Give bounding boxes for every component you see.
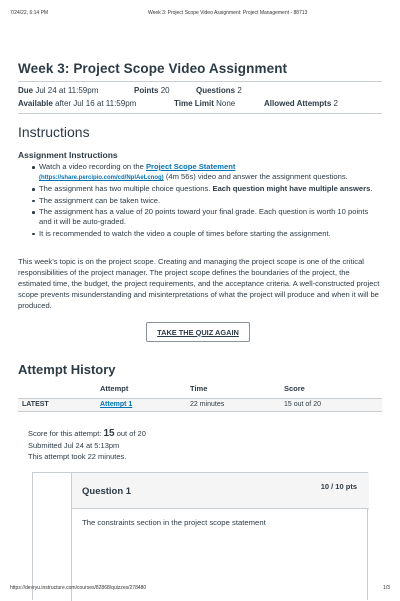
list-item: The assignment has a value of 20 points toward your final grade. Each question is worth 10 points and it will be auto-graded. (32, 207, 376, 227)
available-label: Available (18, 99, 53, 108)
points-value: 20 (160, 86, 170, 95)
attempt-duration: This attempt took 22 minutes. (28, 452, 127, 461)
available-info (18, 99, 136, 108)
bullet-text: . (370, 184, 373, 194)
questions-info (196, 86, 242, 95)
column-header-attempt: Attempt (100, 384, 129, 393)
question-card (32, 472, 368, 600)
page-title: Week 3: Project Scope Video Assignment (18, 61, 288, 76)
score-summary (28, 428, 146, 463)
score-line (28, 428, 146, 440)
video-url-link[interactable]: (https://share.percipio.com/cd/NpIAeLcnog) (39, 175, 164, 181)
available-value: after Jul 16 at 11:59pm (55, 99, 137, 108)
project-scope-statement-link[interactable]: Project Scope Statement (145, 162, 236, 171)
attempt-history-heading: Attempt History (18, 362, 116, 377)
due-date (18, 86, 98, 95)
page-number: 1/3 (383, 585, 390, 591)
print-header (10, 10, 390, 20)
list-item: It is recommended to watch the video a couple of times before starting the assignment. (32, 229, 376, 239)
divider (18, 113, 382, 114)
attempt-time: 22 minutes (190, 401, 225, 408)
bullet-text: (4m 56s) video and answer the assignment questions. (165, 172, 348, 181)
submitted-time: Submitted Jul 24 at 5:13pm (28, 440, 120, 450)
bullet-text: Watch a video recording on the (39, 162, 144, 171)
divider (18, 81, 382, 82)
time-limit-info (174, 99, 235, 108)
attempt-history-table (18, 380, 382, 412)
questions-value: 2 (237, 86, 242, 95)
latest-label: LATEST (22, 401, 49, 408)
points-label: Points (134, 86, 159, 95)
due-value: Jul 24 at 11:59pm (35, 86, 99, 95)
allowed-attempts-value: 2 (333, 99, 338, 108)
attempt-score: 15 out of 20 (284, 401, 321, 408)
question-header (71, 473, 369, 509)
time-limit-value: None (216, 99, 236, 108)
question-points: 10 / 10 pts (320, 482, 357, 491)
instructions-heading: Instructions (18, 124, 90, 140)
attempt-1-link[interactable]: Attempt 1 (100, 401, 133, 408)
question-text: The constraints section in the project scope statement (82, 518, 266, 527)
topic-paragraph: This week’s topic is on the project scope. Creating and managing the project scope is one of the critical responsibilities of the project manager. The project scope defines the boundaries of the project, the estimated time, the budget, the project requirements, and the acceptance criteria. A well-constructed project scope prevents misunderstanding and misinterpretations of what the project will produce and when it will be produced. (18, 257, 380, 310)
list-item (32, 162, 376, 183)
score-label: Score for this attempt: (28, 429, 102, 438)
print-url: https://devryu.instructure.com/courses/82868/quizzes/278480 (10, 585, 147, 591)
score-value: 15 (103, 428, 115, 439)
column-header-time: Time (190, 384, 208, 393)
allowed-attempts-label: Allowed Attempts (264, 99, 332, 108)
score-total: out of 20 (116, 429, 146, 438)
print-page-title: Week 3: Project Scope Video Assignment: Project Management - 88713 (148, 10, 308, 16)
column-header-score: Score (284, 384, 305, 393)
table-row (18, 398, 382, 412)
questions-label: Questions (196, 86, 236, 95)
points-info (134, 86, 170, 95)
bullet-text: The assignment has two multiple choice questions. (39, 184, 211, 194)
assignment-instructions-heading: Assignment Instructions (18, 150, 118, 160)
list-item: The assignment can be taken twice. (32, 196, 376, 206)
instructions-list (24, 162, 376, 240)
print-date: 7/24/22, 6:14 PM (10, 10, 49, 16)
take-quiz-again-button[interactable]: TAKE THE QUIZ AGAIN (146, 322, 250, 342)
bullet-emphasis: Each question might have multiple answers (212, 184, 371, 194)
list-item (32, 184, 376, 194)
time-limit-label: Time Limit (174, 99, 214, 108)
allowed-attempts-info (264, 99, 338, 108)
due-label: Due (18, 86, 34, 95)
question-title: Question 1 (82, 486, 132, 497)
